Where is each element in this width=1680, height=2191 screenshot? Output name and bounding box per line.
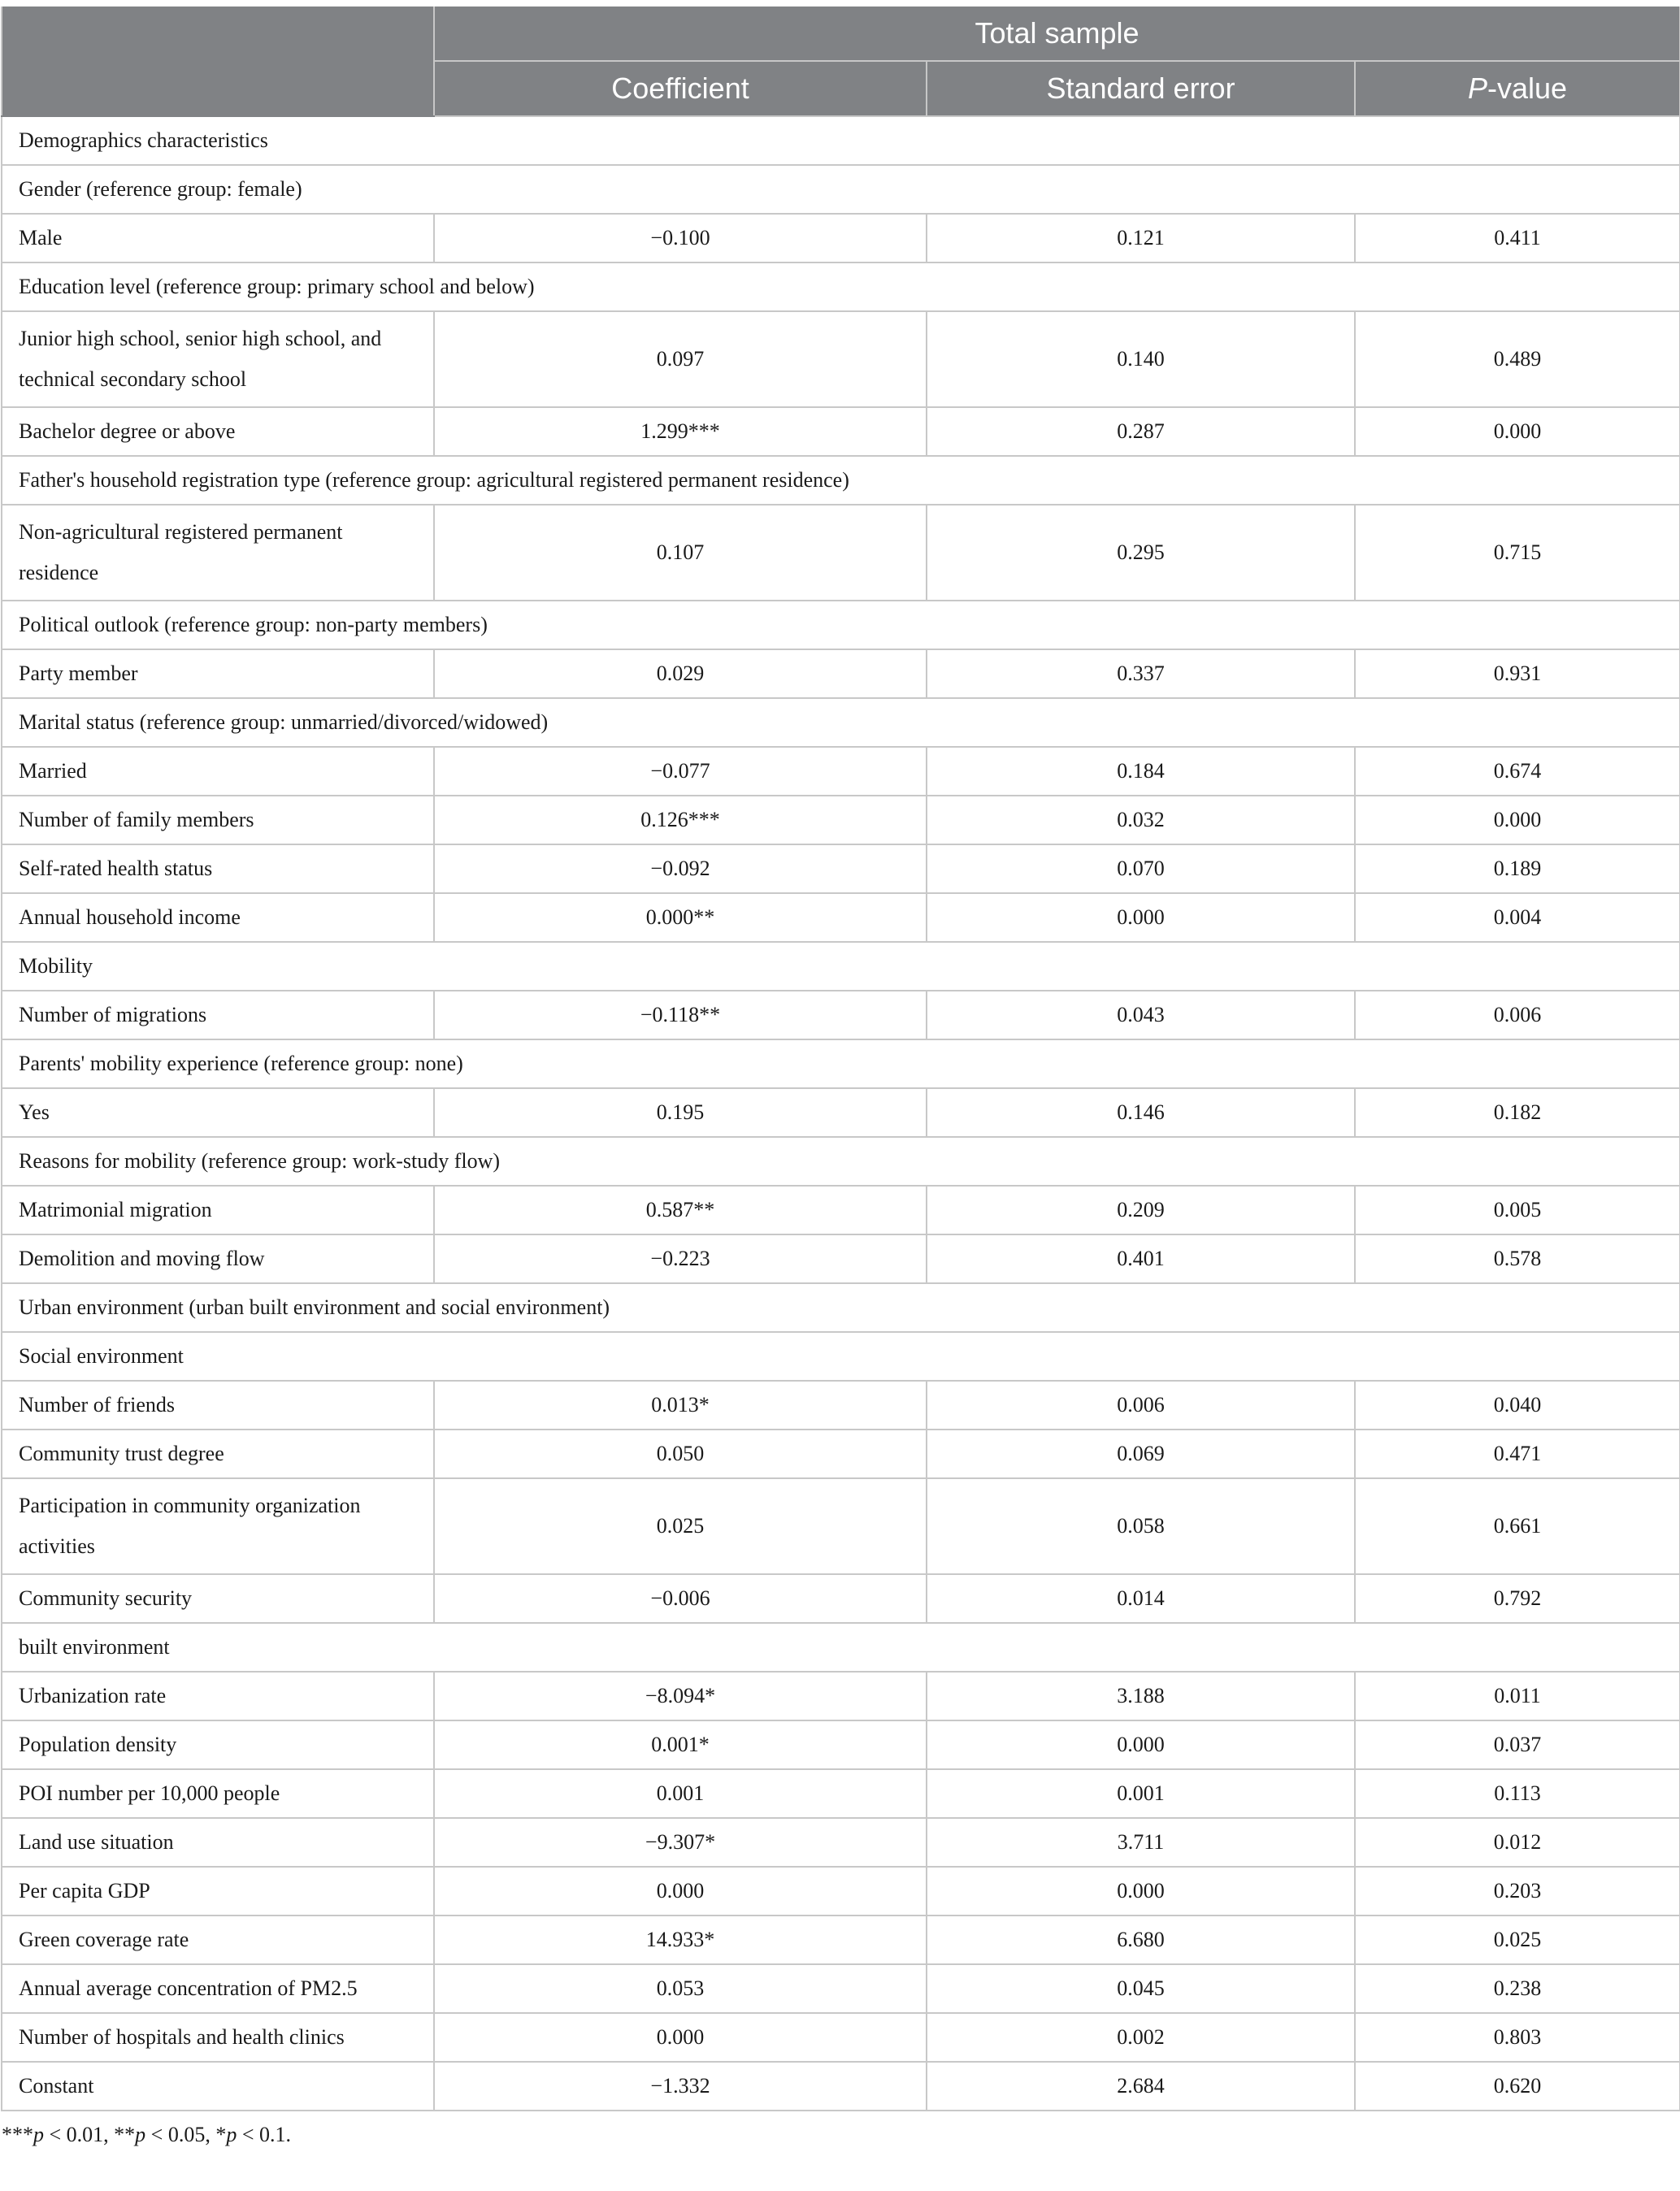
p-value-cell: 0.715 (1355, 505, 1680, 601)
section-label: Reasons for mobility (reference group: work-study flow) (2, 1137, 1680, 1186)
standard-error-cell: 0.043 (927, 991, 1355, 1039)
p-value-cell: 0.012 (1355, 1818, 1680, 1867)
standard-error-cell: 0.295 (927, 505, 1355, 601)
coefficient-cell: 0.097 (434, 311, 927, 407)
section-row (2, 1039, 1680, 1088)
coefficient-cell: 0.050 (434, 1430, 927, 1478)
variable-label: Demolition and moving flow (2, 1234, 434, 1283)
standard-error-cell: 0.006 (927, 1381, 1355, 1430)
section-row (2, 698, 1680, 747)
coefficient-cell: 0.000 (434, 1867, 927, 1915)
table-row (2, 893, 1680, 942)
p-value-cell: 0.489 (1355, 311, 1680, 407)
section-row (2, 1283, 1680, 1332)
footnote-part: *** (2, 2123, 33, 2146)
section-row (2, 1332, 1680, 1381)
section-row (2, 116, 1680, 165)
p-value-cell: 0.011 (1355, 1672, 1680, 1720)
table-row (2, 1430, 1680, 1478)
variable-label: Population density (2, 1720, 434, 1769)
p-value-cell: 0.471 (1355, 1430, 1680, 1478)
standard-error-cell: 0.000 (927, 1720, 1355, 1769)
table-row (2, 649, 1680, 698)
variable-label: Community trust degree (2, 1430, 434, 1478)
variable-label: Self-rated health status (2, 844, 434, 893)
variable-label: Married (2, 747, 434, 796)
header-p-value-rest: -value (1487, 72, 1568, 105)
table-row (2, 1867, 1680, 1915)
coefficient-cell: 0.195 (434, 1088, 927, 1137)
variable-label: Number of migrations (2, 991, 434, 1039)
standard-error-cell: 3.188 (927, 1672, 1355, 1720)
p-value-cell: 0.792 (1355, 1574, 1680, 1623)
coefficient-cell: 0.001 (434, 1769, 927, 1818)
table-row (2, 2013, 1680, 2062)
table-row (2, 991, 1680, 1039)
variable-label: Per capita GDP (2, 1867, 434, 1915)
section-label: built environment (2, 1623, 1680, 1672)
coefficient-cell: 0.587** (434, 1186, 927, 1234)
variable-label: Junior high school, senior high school, and technical secondary school (2, 311, 434, 407)
standard-error-cell: 0.146 (927, 1088, 1355, 1137)
footnote-part: < 0.1. (237, 2123, 292, 2146)
p-value-cell: 0.005 (1355, 1186, 1680, 1234)
variable-label: Yes (2, 1088, 434, 1137)
standard-error-cell: 0.032 (927, 796, 1355, 844)
coefficient-cell: −0.100 (434, 214, 927, 262)
variable-label: Participation in community organization activities (2, 1478, 434, 1574)
section-label: Parents' mobility experience (reference group: none) (2, 1039, 1680, 1088)
table-row (2, 1088, 1680, 1137)
table-row (2, 1574, 1680, 1623)
p-value-cell: 0.238 (1355, 1964, 1680, 2013)
table-row (2, 1720, 1680, 1769)
standard-error-cell: 0.000 (927, 893, 1355, 942)
standard-error-cell: 0.014 (927, 1574, 1355, 1623)
coefficient-cell: 0.029 (434, 649, 927, 698)
standard-error-cell: 0.069 (927, 1430, 1355, 1478)
coefficient-cell: 0.001* (434, 1720, 927, 1769)
p-value-cell: 0.000 (1355, 407, 1680, 456)
coefficient-cell: −0.006 (434, 1574, 927, 1623)
variable-label: Constant (2, 2062, 434, 2111)
p-value-cell: 0.620 (1355, 2062, 1680, 2111)
section-row (2, 1137, 1680, 1186)
table-row (2, 1381, 1680, 1430)
p-value-cell: 0.006 (1355, 991, 1680, 1039)
variable-label: Community security (2, 1574, 434, 1623)
footnote-part: p (226, 2123, 237, 2146)
standard-error-cell: 0.401 (927, 1234, 1355, 1283)
coefficient-cell: 0.000 (434, 2013, 927, 2062)
variable-label: Annual average concentration of PM2.5 (2, 1964, 434, 2013)
standard-error-cell: 0.070 (927, 844, 1355, 893)
p-value-cell: 0.037 (1355, 1720, 1680, 1769)
standard-error-cell: 0.287 (927, 407, 1355, 456)
section-label: Mobility (2, 942, 1680, 991)
table-row (2, 311, 1680, 407)
p-value-cell: 0.182 (1355, 1088, 1680, 1137)
p-value-cell: 0.004 (1355, 893, 1680, 942)
section-row (2, 165, 1680, 214)
table-row (2, 1234, 1680, 1283)
table-row (2, 844, 1680, 893)
header-group-label: Total sample (434, 7, 1680, 61)
p-value-cell: 0.411 (1355, 214, 1680, 262)
p-value-cell: 0.578 (1355, 1234, 1680, 1283)
section-label: Urban environment (urban built environment and social environment) (2, 1283, 1680, 1332)
section-label: Marital status (reference group: unmarried/divorced/widowed) (2, 698, 1680, 747)
coefficient-cell: −1.332 (434, 2062, 927, 2111)
variable-label: Land use situation (2, 1818, 434, 1867)
coefficient-cell: −0.223 (434, 1234, 927, 1283)
standard-error-cell: 0.002 (927, 2013, 1355, 2062)
section-label: Gender (reference group: female) (2, 165, 1680, 214)
variable-label: Number of hospitals and health clinics (2, 2013, 434, 2062)
table-row (2, 1186, 1680, 1234)
coefficient-cell: 0.107 (434, 505, 927, 601)
variable-label: Green coverage rate (2, 1915, 434, 1964)
table-row (2, 1769, 1680, 1818)
variable-label: Bachelor degree or above (2, 407, 434, 456)
variable-label: Non-agricultural registered permanent residence (2, 505, 434, 601)
variable-label: Urbanization rate (2, 1672, 434, 1720)
footnote-part: p (33, 2123, 44, 2146)
standard-error-cell: 0.337 (927, 649, 1355, 698)
table-row (2, 1964, 1680, 2013)
p-value-cell: 0.203 (1355, 1867, 1680, 1915)
table-row (2, 407, 1680, 456)
p-value-cell: 0.113 (1355, 1769, 1680, 1818)
section-row (2, 942, 1680, 991)
significance-footnote (2, 2123, 1680, 2147)
coefficient-cell: −0.092 (434, 844, 927, 893)
variable-label: Party member (2, 649, 434, 698)
table-row (2, 796, 1680, 844)
table-row (2, 214, 1680, 262)
standard-error-cell: 0.140 (927, 311, 1355, 407)
table-row (2, 747, 1680, 796)
variable-label: Number of friends (2, 1381, 434, 1430)
header-p-value-italic: P (1467, 72, 1487, 105)
regression-table (1, 7, 1680, 2111)
section-row (2, 601, 1680, 649)
p-value-cell: 0.931 (1355, 649, 1680, 698)
table-row (2, 1672, 1680, 1720)
section-label: Father's household registration type (reference group: agricultural registered permanent residence) (2, 456, 1680, 505)
header-blank-cell (2, 7, 434, 116)
table-row (2, 505, 1680, 601)
standard-error-cell: 0.058 (927, 1478, 1355, 1574)
coefficient-cell: −9.307* (434, 1818, 927, 1867)
table-row (2, 1915, 1680, 1964)
coefficient-cell: −8.094* (434, 1672, 927, 1720)
standard-error-cell: 0.045 (927, 1964, 1355, 2013)
p-value-cell: 0.661 (1355, 1478, 1680, 1574)
section-label: Social environment (2, 1332, 1680, 1381)
table-row (2, 2062, 1680, 2111)
variable-label: POI number per 10,000 people (2, 1769, 434, 1818)
coefficient-cell: 14.933* (434, 1915, 927, 1964)
header-standard-error: Standard error (927, 61, 1355, 116)
variable-label: Matrimonial migration (2, 1186, 434, 1234)
section-row (2, 456, 1680, 505)
p-value-cell: 0.040 (1355, 1381, 1680, 1430)
standard-error-cell: 0.209 (927, 1186, 1355, 1234)
coefficient-cell: 1.299*** (434, 407, 927, 456)
section-label: Political outlook (reference group: non-party members) (2, 601, 1680, 649)
standard-error-cell: 0.001 (927, 1769, 1355, 1818)
p-value-cell: 0.025 (1355, 1915, 1680, 1964)
header-p-value (1355, 61, 1680, 116)
standard-error-cell: 0.000 (927, 1867, 1355, 1915)
table-body (2, 116, 1680, 2111)
variable-label: Number of family members (2, 796, 434, 844)
coefficient-cell: 0.013* (434, 1381, 927, 1430)
variable-label: Male (2, 214, 434, 262)
standard-error-cell: 2.684 (927, 2062, 1355, 2111)
standard-error-cell: 0.121 (927, 214, 1355, 262)
variable-label: Annual household income (2, 893, 434, 942)
coefficient-cell: −0.118** (434, 991, 927, 1039)
footnote-part: < 0.01, ** (44, 2123, 136, 2146)
standard-error-cell: 3.711 (927, 1818, 1355, 1867)
coefficient-cell: −0.077 (434, 747, 927, 796)
coefficient-cell: 0.126*** (434, 796, 927, 844)
footnote-part: < 0.05, * (145, 2123, 227, 2146)
standard-error-cell: 0.184 (927, 747, 1355, 796)
p-value-cell: 0.189 (1355, 844, 1680, 893)
section-label: Education level (reference group: primary school and below) (2, 262, 1680, 311)
coefficient-cell: 0.000** (434, 893, 927, 942)
table-row (2, 1478, 1680, 1574)
coefficient-cell: 0.025 (434, 1478, 927, 1574)
header-coefficient: Coefficient (434, 61, 927, 116)
table-header (2, 7, 1680, 116)
section-label: Demographics characteristics (2, 116, 1680, 165)
standard-error-cell: 6.680 (927, 1915, 1355, 1964)
p-value-cell: 0.674 (1355, 747, 1680, 796)
p-value-cell: 0.000 (1355, 796, 1680, 844)
table-row (2, 1818, 1680, 1867)
section-row (2, 262, 1680, 311)
coefficient-cell: 0.053 (434, 1964, 927, 2013)
section-row (2, 1623, 1680, 1672)
footnote-part: p (135, 2123, 146, 2146)
p-value-cell: 0.803 (1355, 2013, 1680, 2062)
